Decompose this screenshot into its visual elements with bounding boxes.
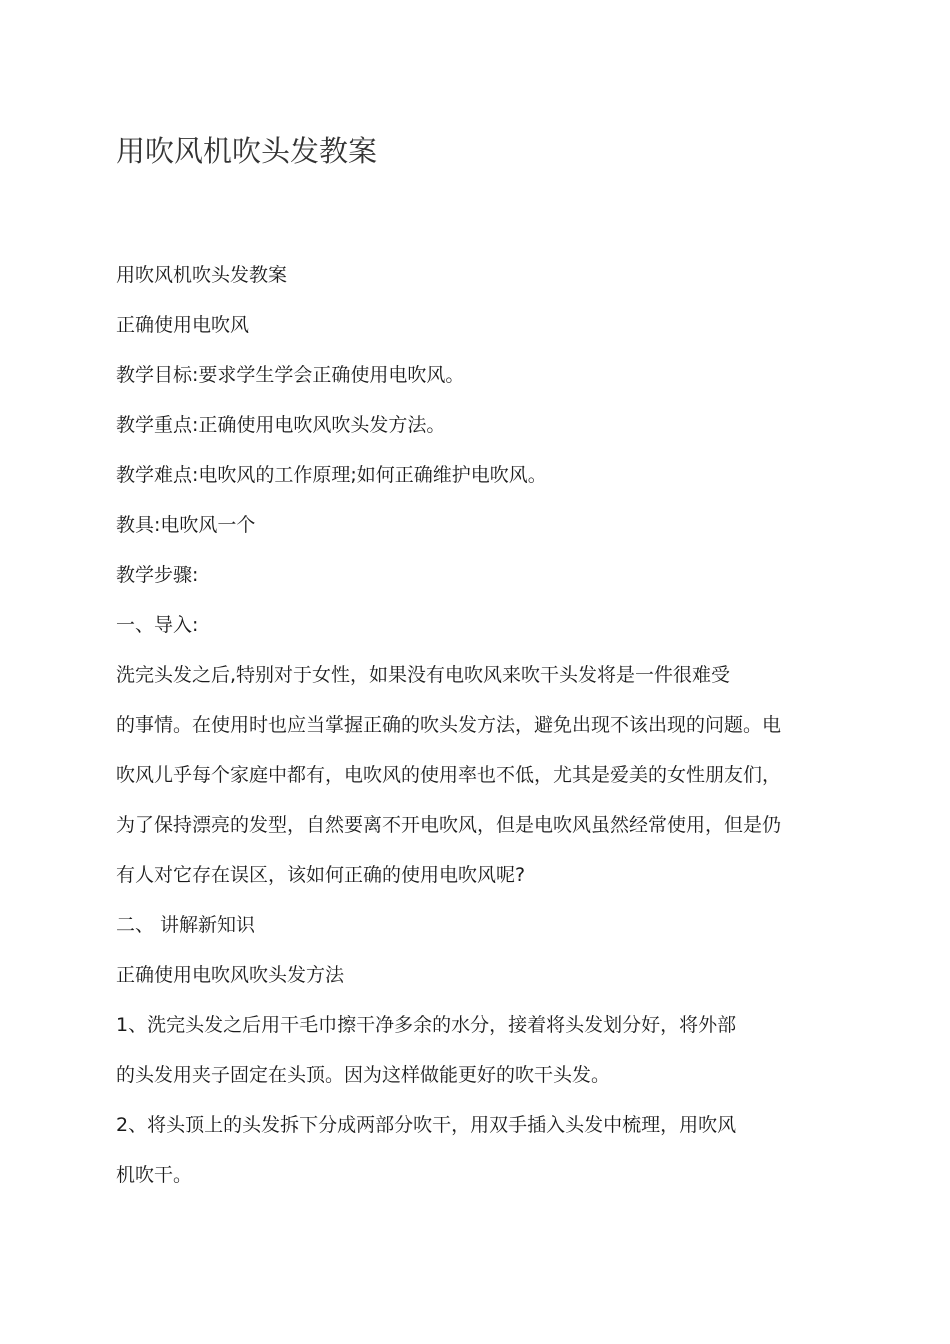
document-body — [116, 254, 816, 1204]
body-line: 吹风儿乎每个家庭中都有，电吹风的使用率也不低，尤其是爱美的女性朋友们， — [116, 764, 782, 786]
body-line: 教学步骤: — [116, 564, 199, 586]
body-line: 一、导入: — [116, 614, 199, 636]
body-line: 正确使用电吹风吹头发方法 — [116, 964, 345, 986]
body-line: 教学重点:正确使用电吹风吹头发方法。 — [116, 414, 446, 436]
body-line: 为了保持漂亮的发型，自然要离不开电吹风，但是电吹风虽然经常使用，但是仍 — [116, 814, 782, 836]
body-line: 用吹风机吹头发教案 — [116, 264, 288, 286]
body-line: 教具:电吹风一个 — [116, 514, 256, 536]
body-line: 的事情。在使用时也应当掌握正确的吹头发方法，避免出现不该出现的问题。电 — [116, 714, 782, 736]
body-line: 机吹干。 — [116, 1164, 193, 1186]
document-title: 用吹风机吹头发教案 — [116, 134, 378, 168]
body-line: 正确使用电吹风 — [116, 314, 250, 336]
body-line: 的头发用夹子固定在头顶。因为这样做能更好的吹干头发。 — [116, 1064, 611, 1086]
body-line: 有人对它存在误区，该如何正确的使用电吹风呢? — [116, 864, 526, 886]
body-line: 教学难点:电吹风的工作原理;如何正确维护电吹风。 — [116, 464, 547, 486]
body-line: 1、洗完头发之后用干毛巾擦干净多余的水分，接着将头发划分好，将外部 — [116, 1014, 737, 1036]
body-line: 洗完头发之后,特别对于女性，如果没有电吹风来吹干头发将是一件很难受 — [116, 664, 731, 686]
body-line: 二、 讲解新知识 — [116, 914, 256, 936]
body-line: 2、将头顶上的头发拆下分成两部分吹干，用双手插入头发中梳理，用吹风 — [116, 1114, 737, 1136]
body-line: 教学目标:要求学生学会正确使用电吹风。 — [116, 364, 465, 386]
